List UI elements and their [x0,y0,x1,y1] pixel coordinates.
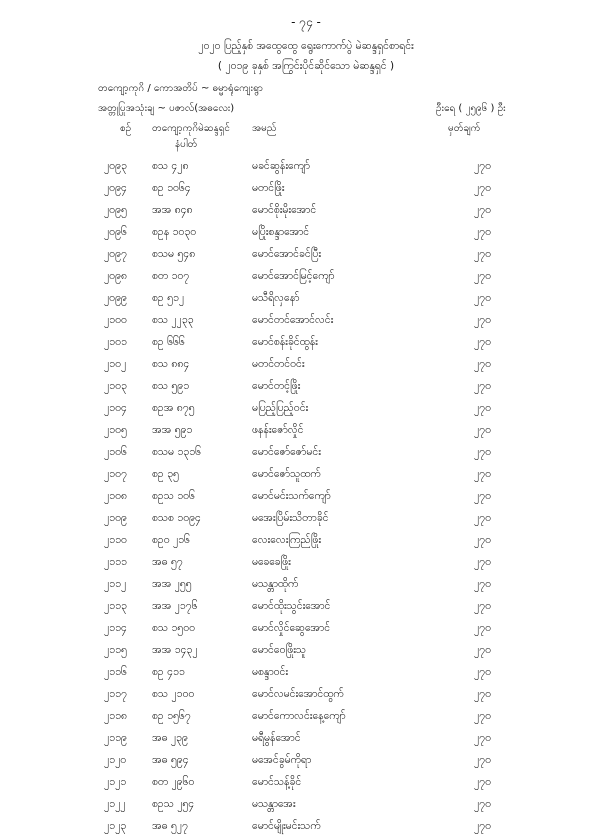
voter-code: စသ ၂၁၀၀ [152,688,195,700]
row-remark: ၂၇၀ [474,204,491,216]
row-remark: ၂၇၀ [474,644,491,656]
row-remark: ၂၇၀ [474,270,491,282]
table-row [0,288,612,310]
row-remark: ၂၇၀ [474,710,491,722]
table-row [0,442,612,464]
row-index: ၂၁၁၅ [104,644,127,656]
row-index: ၂၁၀၁ [104,336,127,348]
voter-name: မစန္ဒာဝင်း [252,666,289,678]
table-row [0,222,612,244]
row-index: ၂၁၂၃ [104,820,127,832]
row-remark: ၂၇၀ [474,182,491,194]
voter-name: မောင်ဇော်ဇော်မင်း [252,446,321,458]
voter-name: မသန္တာအေး [252,798,296,810]
table-row [0,596,612,618]
table-row [0,420,612,442]
table-row [0,794,612,816]
document-title: ၂၀၂၀ ပြည့်နှစ် အထွေထွေ ရွေးကောက်ပွဲ မဲဆန္ဒရှင်စာရင်း [198,40,414,52]
column-header-name: အမည် [252,123,277,134]
row-remark: ၂၇၀ [474,446,491,458]
table-row [0,728,612,750]
table-row [0,508,612,530]
row-remark: ၂၇၀ [474,512,491,524]
row-index: ၂၁၀၂ [104,358,127,370]
voter-code: စဥ ၅၁၂ [152,292,185,304]
table-row [0,706,612,728]
column-header-code-sub: နံပါတ် [175,139,198,150]
row-remark: ၂၇၀ [474,402,491,414]
voter-name: မသီရိလှနော် [252,292,300,304]
voter-name: မခေခေဖြိုး [252,556,291,568]
voter-code: စသ ၄၂၈ [152,160,189,172]
table-row [0,816,612,838]
row-index: ၂၁၀၄ [104,402,127,414]
voter-name: မောင်စန်းခိုင်ထွန်း [252,336,318,348]
voter-name: မအေင်ခွမ်ကိုရာ [252,754,312,766]
row-remark: ၂၇၀ [474,160,491,172]
voter-code: စဥသ ၂၅၄ [152,798,195,810]
voter-name: မပြိုးစန္ဒာအောင် [252,226,310,238]
table-row [0,178,612,200]
voter-code: စသ ၁၅၀၀ [152,622,196,634]
voter-code: စဥသ ၁၀၆ [152,490,195,502]
row-index: ၂၁၁၀ [104,534,127,546]
voter-name: မပြည့်ပြည့်ဝင်း [252,402,309,414]
voter-code: အဓ ၅၇ [152,556,183,568]
voter-name: မောင်ဝေဖြိုးသူ [252,644,307,656]
row-remark: ၂၇၀ [474,248,491,260]
voter-name: မောင်လှိုင်ဆွေအောင် [252,622,331,634]
voter-code: စဥ ၃၅ [152,468,179,480]
column-header-index: စဉ် [120,123,132,134]
row-remark: ၂၇၀ [474,556,491,568]
row-remark: ၂၇၀ [474,358,491,370]
voter-code: စတ ၂၉၆၀ [152,776,195,788]
column-header-remark: မှတ်ချက် [448,123,481,134]
voter-name: မောင်တင်အောင်လင်း [252,314,334,326]
row-index: ၂၁၀၉ [104,512,127,524]
voter-code: စဥ ၁၅၆၇ [152,710,191,722]
voter-name: မအေးပြိမ်းသိတာခိုင် [252,512,329,524]
table-row [0,640,612,662]
row-index: ၂၁၁၈ [104,710,127,722]
voter-code: စဥ ၆၆၆ [152,336,185,348]
row-remark: ၂၇၀ [474,534,491,546]
row-remark: ၂၇၀ [474,600,491,612]
voter-name: မသန္တာထိုက် [252,578,299,590]
voter-code: စသစ ၁၀၉၄ [152,512,201,524]
table-row [0,376,612,398]
page-number: - ၇၄ - [291,15,321,29]
table-row [0,354,612,376]
table-row [0,156,612,178]
location-breadcrumb: တကျော့ကုဂိ / ကောအတိပ် ~ ဓမ္မာရုံကျေးရွာ [98,83,263,94]
voter-code: အဓ ၅၉၄ [152,754,189,766]
table-row [0,310,612,332]
voter-name: မောင်ဇော်သူထက် [252,468,321,480]
document-subtitle: ( ၂၀၁၉ ခုနှစ် အကြွင်းပိုင်ဆိုင်သော မဲဆန္ဒရှင် ) [217,60,395,72]
row-index: ၂၀၉၆ [104,226,127,238]
row-index: ၂၁၂၀ [104,754,127,766]
voter-name: မောင်တင့်ဖြိုး [252,380,301,392]
voter-code: စသ ၂၂၃၃ [152,314,194,326]
voter-name: မောင်မင်းသက်ကျော် [252,490,331,502]
table-row [0,486,612,508]
row-remark: ၂၇၀ [474,798,491,810]
voter-code: စသ ၈၈၄ [152,358,190,370]
row-index: ၂၀၉၅ [104,204,127,216]
row-index: ၂၁၁၃ [104,600,127,612]
row-remark: ၂၇၀ [474,754,491,766]
table-row [0,750,612,772]
voter-code: စတ ၁၀၇ [152,270,190,282]
table-row [0,530,612,552]
voter-name: မောင်သန့်ခိုင် [252,776,302,788]
voter-count: ဦးရေ ( ၂၅၉၆ ) ဦး [436,103,506,114]
row-remark: ၂၇၀ [474,336,491,348]
voter-code: စဥ၀ ၂၁၆ [152,534,190,546]
table-row [0,574,612,596]
row-index: ၂၁၀၀ [104,314,127,326]
table-row [0,662,612,684]
row-remark: ၂၇၀ [474,380,491,392]
row-remark: ၂၇၀ [474,292,491,304]
row-index: ၂၁၀၇ [104,468,127,480]
table-row [0,266,612,288]
voter-name: မောင်လမင်းအောင်ထွက် [252,688,344,700]
column-header-code: တကျော့ကုဂိမဲဆန္ဒရှင် [152,123,230,134]
row-remark: ၂၇၀ [474,424,491,436]
table-row [0,244,612,266]
row-remark: ၂၇၀ [474,468,491,480]
voter-name: မောင်ကောလင်းနေ့ကျော် [252,710,346,722]
table-row [0,398,612,420]
voter-code: အအ ၂၅၅ [152,578,192,590]
voter-code: အအ ၈၄၈ [152,204,193,216]
row-remark: ၂၇၀ [474,226,491,238]
table-row [0,464,612,486]
voter-code: အအ ၂၁၇၆ [152,600,198,612]
row-index: ၂၁၂၂ [104,798,126,810]
voter-name: မောင်စိုးမိုးအောင် [252,204,317,216]
voter-name: ဖနန်းဇော်လှိုင် [252,424,304,436]
voter-name: မတင်တင်ဝင်း [252,358,305,370]
row-remark: ၂၇၀ [474,820,491,832]
row-remark: ၂၇၀ [474,578,491,590]
row-index: ၂၁၀၅ [104,424,127,436]
row-index: ၂၁၁၉ [104,732,127,744]
row-remark: ၂၇၀ [474,314,491,326]
row-index: ၂၁၁၂ [104,578,127,590]
voter-code: စသမ ၁၃၁၆ [152,446,202,458]
table-row [0,684,612,706]
row-index: ၂၁၂၁ [104,776,127,788]
voter-name: မောင်အောင်ခင်ပြီး [252,248,322,260]
voter-code: စဥ ၄၁၁ [152,666,185,678]
row-remark: ၂၇၀ [474,732,491,744]
row-index: ၂၁၁၆ [104,666,127,678]
row-index: ၂၀၉၉ [104,292,127,304]
table-row [0,552,612,574]
voter-code: စဥန ၁၀၃၀ [152,226,197,238]
voter-name: လေးလေးကြည်ဖြိုး [252,534,322,546]
voter-code: အဓ ၂၃၉ [152,732,188,744]
row-index: ၂၀၉၇ [104,248,127,260]
row-index: ၂၀၉၈ [104,270,127,282]
table-row [0,200,612,222]
voter-list [0,156,612,838]
row-remark: ၂၇၀ [474,490,491,502]
voter-code: စဥအ ၈၇၅ [152,402,195,414]
row-index: ၂၁၁၁ [104,556,127,568]
voter-name: မခင်ဆွန်းကျော် [252,160,310,172]
voter-code: အဓ ၅၂၇ [152,820,188,832]
voter-code: စဥ ၁၀၆၄ [152,182,191,194]
voter-name: မရီမွန်အောင် [252,732,301,744]
table-row [0,772,612,794]
row-remark: ၂၇၀ [474,688,491,700]
voter-name: မောင်မျိုးမင်းသက် [252,820,321,832]
voter-code: စသ ၅၉၁ [152,380,190,392]
voter-code: အအ ၁၄၃၂ [152,644,198,656]
voter-name: မောင်ထိုးသွင်းအောင် [252,600,331,612]
row-index: ၂၁၀၆ [104,446,127,458]
row-index: ၂၁၀၈ [104,490,127,502]
table-row [0,332,612,354]
row-index: ၂၁၀၃ [104,380,127,392]
voter-code: အအ ၅၉၁ [152,424,193,436]
row-remark: ၂၇၀ [474,666,491,678]
row-remark: ၂၇၀ [474,622,491,634]
row-remark: ၂၇၀ [474,776,491,788]
row-index: ၂၀၉၃ [104,160,127,172]
table-row [0,618,612,640]
voter-name: မောင်အောင်မြင့်ကျော် [252,270,335,282]
voter-code: စသမ ၅၄၈ [152,248,196,260]
row-index: ၂၀၉၄ [104,182,127,194]
row-index: ၂၁၁၇ [104,688,127,700]
voter-name: မတင်ဖြိုး [252,182,285,194]
row-index: ၂၁၁၄ [104,622,127,634]
section-label: အတ္တုပြုအသုံးချ ~ ပဇာလ်(အဓလေး) [98,103,235,114]
